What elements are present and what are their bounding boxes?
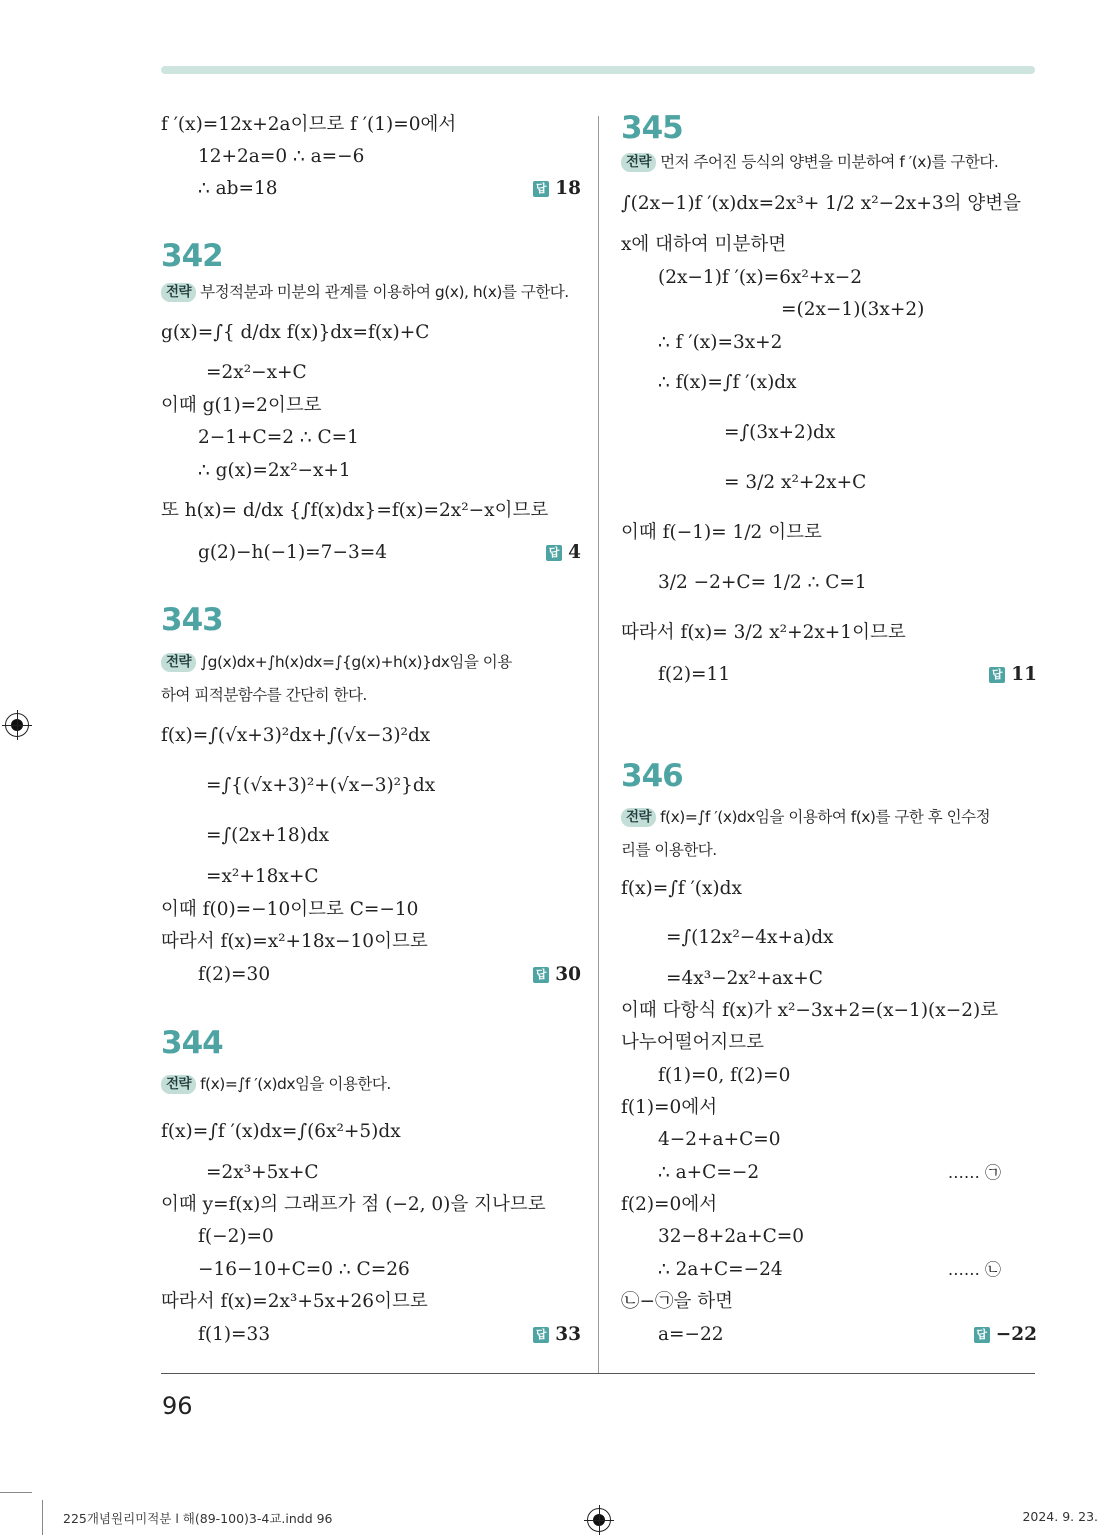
slug-file-info: 225개념원리미적분 l 해(89-100)3-4교.indd 96 <box>63 1511 333 1526</box>
solution-line: −16−10+C=0 ∴ C=26 <box>198 1259 410 1280</box>
solution-line: f(x)=∫(√x+3)²dx+∫(√x−3)²dx <box>161 725 431 746</box>
problem-number: 343 <box>161 602 223 638</box>
solution-line: =∫(12x²−4x+a)dx <box>666 927 834 948</box>
strategy-tag: 전략 <box>621 808 656 827</box>
solution-line: ∴ g(x)=2x²−x+1 <box>198 460 351 481</box>
solution-line: = 3/2 x²+2x+C <box>724 472 867 493</box>
solution-line: =4x³−2x²+ax+C <box>666 968 823 989</box>
solution-line: x에 대하여 미분하면 <box>621 234 787 255</box>
strategy-line <box>161 646 581 678</box>
solution-line: 2−1+C=2 ∴ C=1 <box>198 427 359 448</box>
page-number: 96 <box>162 1392 193 1420</box>
strategy-line <box>621 146 1037 178</box>
solution-line: 3/2 −2+C= 1/2 ∴ C=1 <box>658 572 867 593</box>
answer-value: 30 <box>555 964 581 985</box>
header-accent-bar <box>161 66 1035 74</box>
solution-line: 이때 f(−1)= 1/2 이므로 <box>621 522 822 543</box>
answer-value: 4 <box>568 542 581 563</box>
solution-line: ∴ ab=18 <box>198 178 278 199</box>
answer-badge-icon: 답 <box>533 181 549 197</box>
solution-line: ㉡−㉠을 하면 <box>621 1291 733 1312</box>
solution-line: f(x)=∫f ′(x)dx <box>621 878 742 899</box>
equation-marker-2: …… ㉡ <box>947 1260 1001 1279</box>
strategy-text: f(x)=∫f ′(x)dx임을 이용한다. <box>200 1075 391 1093</box>
solution-line: 이때 y=f(x)의 그래프가 점 (−2, 0)을 지나므로 <box>161 1194 546 1215</box>
problem-number: 342 <box>161 238 223 274</box>
strategy-text: 먼저 주어진 등식의 양변을 미분하여 f ′(x)를 구한다. <box>660 153 999 171</box>
solution-line: 이때 다항식 f(x)가 x²−3x+2=(x−1)(x−2)로 <box>621 1000 999 1021</box>
problem-number: 345 <box>621 110 683 146</box>
answer-badge-icon: 답 <box>533 1327 549 1343</box>
solution-line: =2x²−x+C <box>206 362 307 383</box>
solution-line: 나누어떨어지므로 <box>621 1032 764 1053</box>
strategy-text: f(x)=∫f ′(x)dx임을 이용하여 f(x)를 구한 후 인수정 <box>660 808 991 826</box>
solution-line: f(2)=11 <box>658 664 731 685</box>
solution-line: 4−2+a+C=0 <box>658 1129 781 1150</box>
bottom-rule <box>161 1373 1035 1374</box>
solution-line: =∫(2x+18)dx <box>206 825 330 846</box>
solution-line: f(1)=0에서 <box>621 1097 718 1118</box>
slug-date: 2024. 9. 23. <box>1022 1509 1098 1524</box>
solution-line: 따라서 f(x)=x²+18x−10이므로 <box>161 931 428 952</box>
solution-line: f(−2)=0 <box>198 1226 274 1247</box>
answer-value: 33 <box>555 1324 581 1345</box>
strategy-line <box>161 276 581 308</box>
answer-value: 18 <box>555 178 581 199</box>
solution-line: 12+2a=0 ∴ a=−6 <box>198 146 365 167</box>
strategy-text: 부정적분과 미분의 관계를 이용하여 g(x), h(x)를 구한다. <box>200 283 569 301</box>
equation-marker-1: …… ㉠ <box>947 1163 1001 1182</box>
solution-line: ∴ a+C=−2 <box>658 1162 760 1183</box>
strategy-tag: 전략 <box>161 653 196 672</box>
solution-line: =x²+18x+C <box>206 866 319 887</box>
answer <box>546 538 581 568</box>
solution-line: ∴ f(x)=∫f ′(x)dx <box>658 372 797 393</box>
solution-line: f ′(x)=12x+2a이므로 f ′(1)=0에서 <box>161 114 457 135</box>
crop-mark <box>0 1492 32 1493</box>
answer-badge-icon: 답 <box>974 1327 990 1343</box>
strategy-text: ∫g(x)dx+∫h(x)dx=∫{g(x)+h(x)}dx임을 이용 <box>200 653 512 671</box>
solution-line: f(2)=0에서 <box>621 1194 718 1215</box>
answer-value: −22 <box>995 1324 1037 1345</box>
solution-line: ∫(2x−1)f ′(x)dx=2x³+ 1/2 x²−2x+3의 양변을 <box>621 193 1021 214</box>
solution-line: g(2)−h(−1)=7−3=4 <box>198 542 387 563</box>
crop-mark <box>42 1500 43 1535</box>
solution-line: =(2x−1)(3x+2) <box>781 299 925 320</box>
registration-mark-icon <box>5 713 29 737</box>
strategy-text-continued: 하여 피적분함수를 간단히 한다. <box>161 686 367 704</box>
solution-line: f(1)=33 <box>198 1324 271 1345</box>
strategy-tag: 전략 <box>161 1075 196 1094</box>
registration-mark-icon <box>587 1508 611 1532</box>
solution-line: =∫(3x+2)dx <box>724 422 836 443</box>
answer-badge-icon: 답 <box>533 967 549 983</box>
problem-number: 346 <box>621 758 683 794</box>
strategy-text-continued: 리를 이용한다. <box>621 841 717 859</box>
solution-line: f(1)=0, f(2)=0 <box>658 1065 791 1086</box>
solution-line: g(x)=∫{ d/dx f(x)}dx=f(x)+C <box>161 322 430 343</box>
solution-line: f(x)=∫f ′(x)dx=∫(6x²+5)dx <box>161 1121 401 1142</box>
strategy-line <box>621 801 1037 833</box>
answer-badge-icon: 답 <box>546 545 562 561</box>
answer <box>974 1320 1037 1350</box>
strategy-tag: 전략 <box>161 283 196 302</box>
strategy-line <box>161 1068 581 1100</box>
answer <box>533 174 581 204</box>
answer <box>533 960 581 990</box>
answer-badge-icon: 답 <box>989 667 1005 683</box>
answer <box>533 1320 581 1350</box>
strategy-tag: 전략 <box>621 153 656 172</box>
solution-line: 이때 f(0)=−10이므로 C=−10 <box>161 899 419 920</box>
solution-line: 32−8+2a+C=0 <box>658 1226 805 1247</box>
solution-line: ∴ 2a+C=−24 <box>658 1259 783 1280</box>
column-divider <box>598 116 599 1374</box>
solution-line: 이때 g(1)=2이므로 <box>161 395 322 416</box>
solution-line: =∫{(√x+3)²+(√x−3)²}dx <box>206 775 436 796</box>
solution-line: =2x³+5x+C <box>206 1162 319 1183</box>
answer-value: 11 <box>1011 664 1037 685</box>
solution-line: (2x−1)f ′(x)=6x²+x−2 <box>658 267 863 288</box>
answer <box>989 660 1037 690</box>
solution-line: a=−22 <box>658 1324 724 1345</box>
solution-line: f(2)=30 <box>198 964 271 985</box>
solution-line: 따라서 f(x)=2x³+5x+26이므로 <box>161 1291 428 1312</box>
solution-line: ∴ f ′(x)=3x+2 <box>658 332 783 353</box>
problem-number: 344 <box>161 1025 223 1061</box>
solution-line: 또 h(x)= d/dx {∫f(x)dx}=f(x)=2x²−x이므로 <box>161 500 549 521</box>
solution-line: 따라서 f(x)= 3/2 x²+2x+1이므로 <box>621 622 906 643</box>
